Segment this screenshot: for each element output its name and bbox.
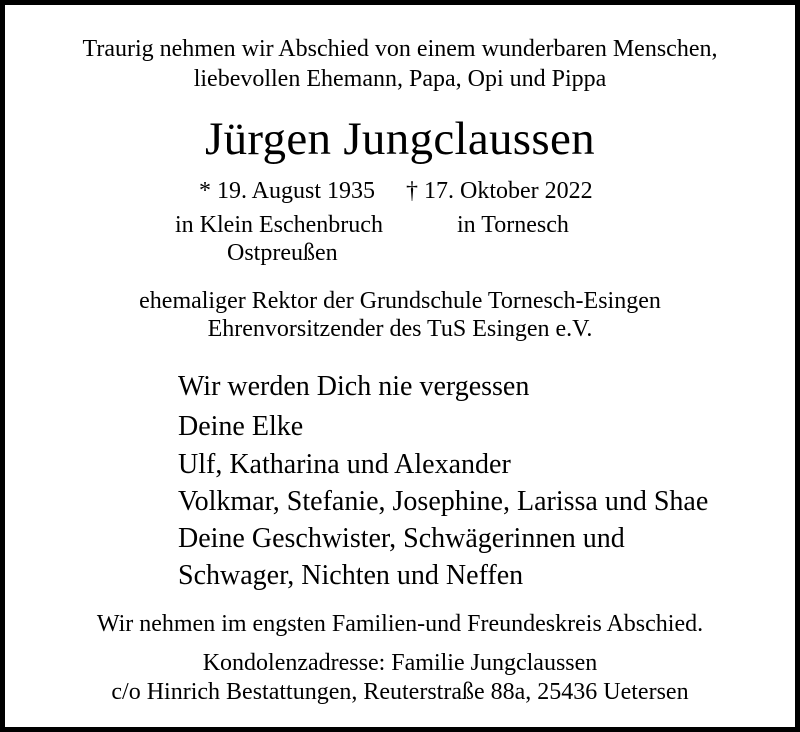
intro-line-1: Traurig nehmen wir Abschied von einem wunderbaren Menschen,: [82, 36, 718, 62]
death-place: in Tornesch: [457, 212, 569, 238]
mourner-line: Schwager, Nichten und Neffen: [178, 560, 524, 591]
deceased-name: Jürgen Jungclaussen: [205, 113, 595, 165]
mourner-line: Deine Geschwister, Schwägerinnen und: [178, 523, 625, 554]
role-line-1: ehemaliger Rektor der Grundschule Tornesch-Esingen: [139, 288, 661, 314]
birth-place: in Klein Eschenbruch: [175, 212, 383, 238]
birth-region: Ostpreußen: [227, 240, 338, 266]
death-date: † 17. Oktober 2022: [406, 178, 593, 204]
mourner-line: Ulf, Katharina und Alexander: [178, 449, 511, 480]
birth-date: * 19. August 1935: [199, 178, 376, 204]
condolence-address-line-1: Kondolenzadresse: Familie Jungclaussen: [202, 650, 598, 676]
mourner-line: Deine Elke: [178, 411, 304, 442]
intro-line-2: liebevollen Ehemann, Papa, Opi und Pippa: [193, 66, 607, 92]
mourner-line: Volkmar, Stefanie, Josephine, Larissa und Shae: [178, 486, 709, 517]
closing-line: Wir nehmen im engsten Familien-und Freundeskreis Abschied.: [96, 611, 704, 637]
farewell-line: Wir werden Dich nie vergessen: [178, 371, 530, 402]
role-line-2: Ehrenvorsitzender des TuS Esingen e.V.: [207, 316, 593, 342]
condolence-address-line-2: c/o Hinrich Bestattungen, Reuterstraße 88a, 25436 Uetersen: [111, 679, 689, 705]
